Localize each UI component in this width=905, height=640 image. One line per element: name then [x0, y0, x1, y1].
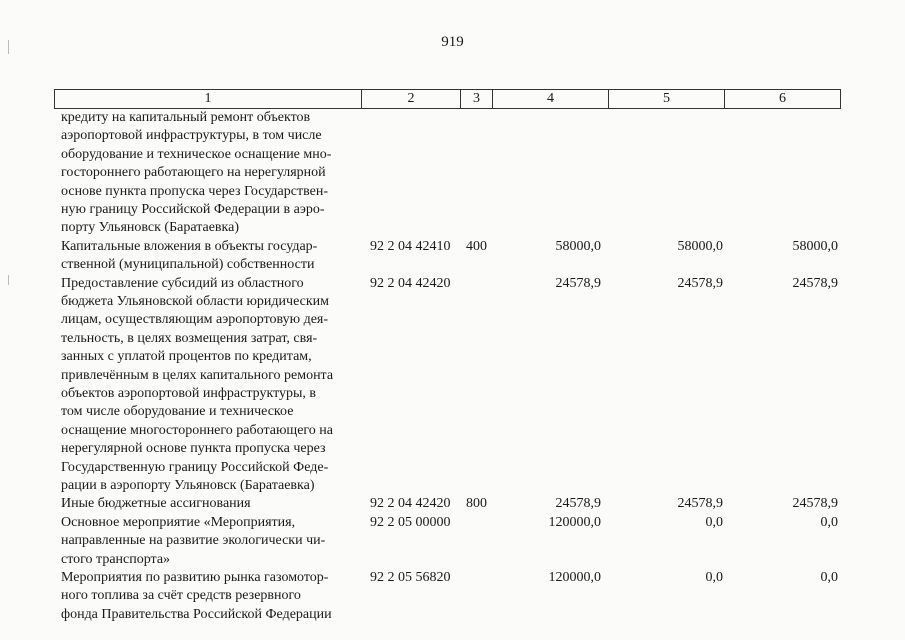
column-header-3: 3	[461, 90, 493, 109]
row-value-col4: 24578,9	[555, 275, 601, 291]
row-value-col4: 58000,0	[555, 238, 601, 254]
table-row	[0, 109, 905, 238]
description-line: стого транспорта»	[61, 551, 171, 567]
description-line: Мероприятия по развитию рынка газомотор-	[61, 570, 329, 585]
description-line: порту Ульяновск (Баратаевка)	[61, 220, 239, 236]
scan-margin-mark	[8, 275, 9, 285]
table-row	[0, 569, 905, 624]
row-value-col5: 24578,9	[677, 496, 723, 512]
description-line: привлечённым в целях капитального ремонта	[61, 367, 334, 383]
table-row	[0, 514, 905, 569]
column-header-table	[54, 89, 841, 109]
description-line: ственной (муниципальной) собственности	[61, 257, 315, 273]
table-row	[0, 238, 905, 275]
column-header-6: 6	[725, 90, 841, 109]
row-description	[61, 109, 359, 238]
description-line: Предоставление субсидий из областного	[61, 275, 304, 291]
row-expense-type: 800	[466, 496, 487, 512]
row-description	[61, 569, 359, 624]
row-value-col5: 24578,9	[677, 275, 723, 291]
column-header-1: 1	[55, 90, 362, 109]
page-number: 919	[441, 34, 464, 50]
description-line: тельность, в целях возмещения затрат, свя-	[61, 330, 318, 346]
table-row	[0, 275, 905, 496]
row-value-col4: 120000,0	[548, 514, 601, 530]
description-line: Иные бюджетные ассигнования	[61, 496, 251, 512]
row-value-col6: 24578,9	[792, 275, 838, 291]
description-line: занных с уплатой процентов по кредитам,	[61, 349, 312, 365]
row-code: 92 2 04 42420	[370, 275, 451, 291]
table-row	[0, 495, 905, 513]
row-value-col6: 24578,9	[792, 496, 838, 512]
row-code: 92 2 04 42410	[370, 238, 451, 254]
row-code: 92 2 05 00000	[370, 514, 451, 530]
description-line: основе пункта пропуска через Государствен-	[61, 183, 328, 199]
row-value-col5: 0,0	[705, 570, 723, 585]
description-line: том числе оборудование и техническое	[61, 404, 294, 420]
row-description	[61, 514, 359, 569]
scan-margin-mark	[8, 40, 9, 54]
description-line: лицам, осуществляющим аэропортовую дея-	[61, 312, 329, 328]
description-line: аэропортовой инфраструктуры, в том числе	[61, 128, 322, 144]
description-line: нерегулярной основе пункта пропуска через	[61, 441, 326, 457]
row-value-col6: 0,0	[820, 514, 838, 530]
description-line: гостороннего работающего на нерегулярной	[61, 165, 326, 181]
row-value-col5: 58000,0	[677, 238, 723, 254]
description-line: Основное мероприятие «Мероприятия,	[61, 514, 296, 530]
row-description	[61, 495, 359, 513]
description-line: Капитальные вложения в объекты государ-	[61, 238, 318, 254]
row-expense-type: 400	[466, 238, 487, 254]
description-line: кредиту на капитальный ремонт объектов	[61, 110, 311, 125]
row-value-col6: 0,0	[820, 570, 838, 585]
row-description	[61, 275, 359, 496]
description-line: оснащение многостороннего работающего на	[61, 422, 334, 438]
description-line: оборудование и техническое оснащение мно-	[61, 146, 332, 162]
description-line: ную границу Российской Федерации в аэро-	[61, 202, 325, 218]
row-value-col4: 120000,0	[548, 570, 601, 585]
column-header-2: 2	[362, 90, 461, 109]
description-line: Государственную границу Российской Феде-	[61, 459, 329, 475]
row-value-col4: 24578,9	[555, 496, 601, 512]
description-line: рации в аэропорту Ульяновск (Баратаевка)	[61, 478, 315, 494]
description-line: бюджета Ульяновской области юридическим	[61, 294, 329, 309]
description-line: объектов аэропортовой инфраструктуры, в	[61, 386, 317, 402]
description-line: ного топлива за счёт средств резервного	[61, 588, 301, 604]
description-line: направленные на развитие экологически чи-	[61, 533, 326, 549]
column-header-5: 5	[609, 90, 725, 109]
row-code: 92 2 05 56820	[370, 570, 451, 585]
description-line: фонда Правительства Российской Федерации	[61, 606, 332, 622]
row-description	[61, 238, 359, 275]
column-header-4: 4	[493, 90, 609, 109]
row-value-col6: 58000,0	[792, 238, 838, 254]
row-code: 92 2 04 42420	[370, 496, 451, 512]
row-value-col5: 0,0	[705, 514, 723, 530]
